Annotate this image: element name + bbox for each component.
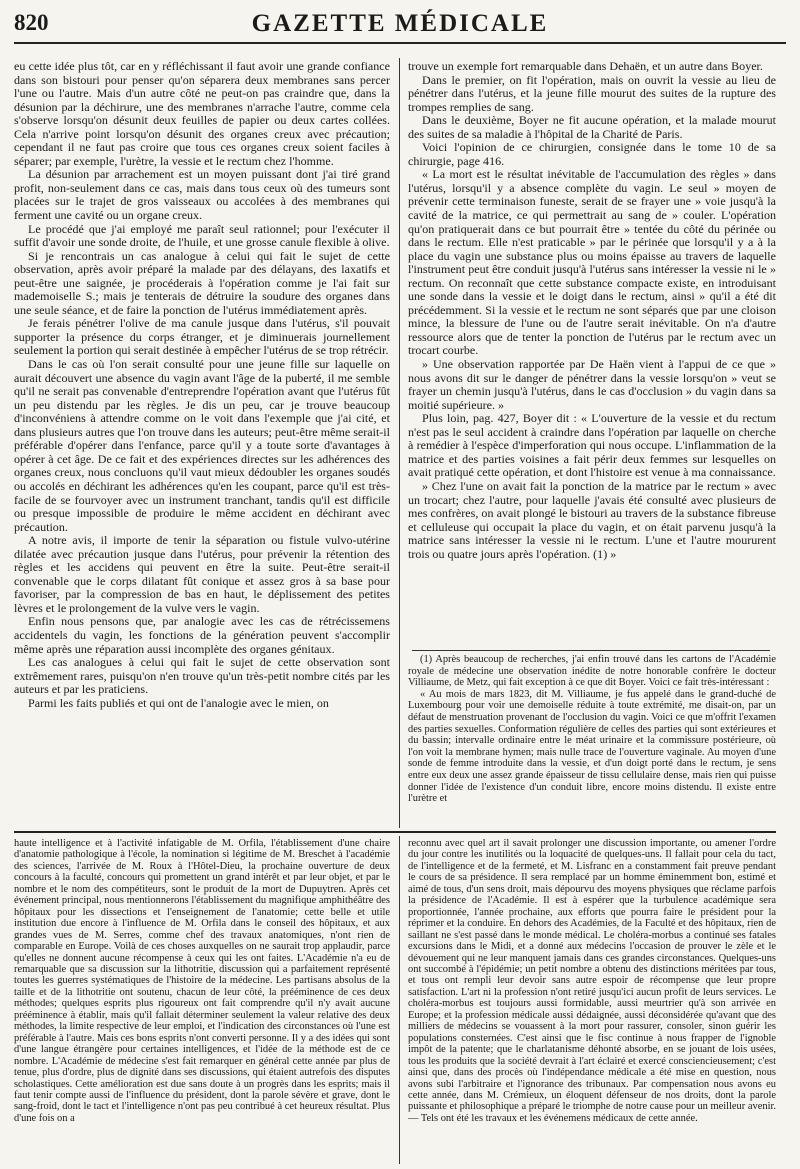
article-right-column	[408, 60, 776, 646]
paragraph: Enfin nous pensons que, par analogie avec les cas de rétrécissemens accidentels du vagin, les fonctions de la génération peuvent s'accomplir même après une réparation aussi incomplète des organes génitaux.	[14, 614, 390, 656]
paragraph: Dans le cas où l'on serait consulté pour une jeune fille sur laquelle on aurait découvert une absence du vagin avant l'âge de la puberté, il me semble qu'il ne serait pas convenable d'entreprendre l'opération avant que l'utérus fût un peu distendu par les règles. Je dis un peu, car je trouve beaucoup d'inconvéniens à attendre comme on le voit dans l'exemple que j'ai cité, et dans plusieurs autres que l'on trouve dans les auteurs; peut-être même serait-il préférable d'opérer dans l'enfance, parce qu'il y a toute sorte d'avantages à opérer à cet âge. De ce fait et des expériences directes sur les adhérences des organes creux, nous concluons qu'il vaut mieux dédoubler les organes soudés ou accolés en déchirant les adhérences qu'en les coupant, parce qu'il est très-facile de se fourvoyer avec un instrument tranchant, tandis qu'il est difficile ou presque impossible de produire le même accident en déchirant avec précaution.	[14, 357, 390, 534]
review-right-column	[408, 838, 776, 1164]
quotation: » Chez l'une on avait fait la ponction de la matrice par le rectum » avec un trocart; chez l'autre, pour laquelle j'avais été consulté avec plusieurs de mes confrères, on avait plongé le bistouri au travers de la substance fibreuse et celluleuse qui occupait la place du vagin, et on était parvenu jusqu'à la matrice sans intéresser la vessie ni le rectum. L'une et l'autre moururent trois ou quatre jours après l'opération. (1) »	[408, 478, 776, 561]
paragraph: eu cette idée plus tôt, car en y réfléchissant il faut avoir une grande confiance dans son bistouri pour penser qu'on séparera deux membranes sans percer l'une ou l'autre. Mais d'un autre côté ne peut-on pas craindre que, dans la désunion par la déchirure, une des membranes n'arrache l'autre, comme cela s'observe lorsqu'on désunit deux feuilles de papier ou deux cartes collées. Cela n'arrive point lorsqu'on désunit des organes creux avec précaution; cependant il ne faut pas croire que tous ces organes creux soient faciles à séparer; par exemple, l'urètre, la vessie et le rectum chez l'homme.	[14, 60, 390, 168]
paragraph: La désunion par arrachement est un moyen puissant dont j'ai tiré grand profit, non-seulement dans ce cas, mais dans tous ceux où des tumeurs sont placées sur le trajet de gros vaisseaux ou accolées à des membranes qui ferment une cavité ou un organe creux.	[14, 167, 390, 223]
section-divider	[14, 831, 776, 833]
paragraph: Dans le deuxième, Boyer ne fit aucune opération, et la malade mourut des suites de sa maladie à l'hôpital de la Charité de Paris.	[408, 113, 776, 141]
paragraph: Si je rencontrais un cas analogue à celui qui fait le sujet de cette observation, après avoir préparé la malade par des délayans, des laxatifs et peut-être une saignée, je procéderais à l'opération comme je l'ai fait sur mademoiselle S.; mais je tenterais de détruire la soudure des organes dans une seule séance, et de faire la ponction de l'utérus immédiatement après.	[14, 248, 390, 317]
journal-title: GAZETTE MÉDICALE	[251, 10, 549, 37]
article-left-column	[14, 60, 390, 826]
quotation: » Une observation rapportée par De Haën vient à l'appui de ce que » nous avons dit sur le danger de pénétrer dans la vessie lorsqu'on » veut se frayer un chemin jusqu'à l'utérus, dans le cas d'occlusion » du vagin dans sa moitié supérieure. »	[408, 357, 776, 412]
paragraph: reconnu avec quel art il savait prolonger une discussion importante, ou amener l'ordre du jour contre les inutilités ou la loquacité de quelques-uns. Il fallait pour cela du tact, de l'intelligence et de la fermeté, et M. Lisfranc en a constamment fait preuve pendant le cours de sa présidence. Il sera remplacé par un homme éminemment bon, estimé et aimé de tous, d'un sens droit, mais dépourvu des moyens physiques que réclame parfois la présidence de l'Académie. Il est à espérer que la turbulence académique sera proportionnée, l'année prochaine, aux efforts que pourra faire le président pour la réprimer et la conduire. En dehors des Académies, de la Faculté et des hôpitaux, rien de saillant ne s'est passé dans le monde médical. Le choléra-morbus a continué ses fatales excursions dans le Midi, et a donné aux médecins l'occasion de prouver le zèle et le dévouement qui ne leur manquent jamais dans ces grandes circonstances. Quelques-uns ont succombé à l'épidémie; un petit nombre a obtenu des distinctions méritées par tous, et tous ont rempli leur devoir sans autre espoir de récompense que leur propre satisfaction. L'art ni la profession n'ont retiré jusqu'ici aucun profit de leurs services. Le choléra-morbus est toujours aussi formidable, aussi meurtrier qu'à son arrivée en Europe; et la profession médicale aussi dédaignée, aussi déconsidérée qu'avant que des milliers de médecins se vouassent à la mort pour rassurer, consoler, sinon guérir les populations consternées. C'est ainsi que le fisc continue à nous frapper de l'ignoble impôt de la patente; que le charlatanisme déhonté absorbe, en se jouant de lois usées, tous les produits que la société devrait à l'art éclairé et exercé consciencieusement; c'est ainsi que, dans des procès où l'indépendance médicale a été mise en question, nous avons subi l'arbitraire et l'ignorance des tribunaux. Par compensation nous avons eu cette année, dans M. Crémieux, un éloquent défenseur de nos droits, dont la parole puissante et philosophique a préparé le triomphe de notre cause pour un meilleur avenir. — Tels ont été les travaux et les événemens médicaux de cette année.	[408, 838, 776, 1124]
footnote-paragraph: « Au mois de mars 1823, dit M. Villiaume, je fus appelé dans le grand-duché de Luxembourg pour voir une demoiselle réduite à toute extrémité, me disait-on, par un défaut de menstruation provenant de l'occlusion du vagin. Voici ce que m'offrit l'examen des parties sexuelles. Conformation régulière de celles des parties qui sont extérieures et du bassin; intervalle ordinaire entre le méat urinaire et la commissure postérieure, où l'on voit la membrane hymen; mais nulle trace de l'ouverture vaginale. Au moyen d'une sonde de femme introduite dans la vessie, et d'un doigt porté dans le rectum, je sens entre eux deux une assez grande épaisseur de tissu cellulaire dense, mais rien qui puisse donner l'idée de l'existence d'un conduit libre, encore moins distendu. Il existe entre l'urètre et	[408, 688, 776, 805]
quotation: « La mort est le résultat inévitable de l'accumulation des règles » dans l'utérus, lorsqu'il y a absence complète du vagin. Le seul » moyen de prévenir cette terminaison funeste, serait de se frayer une » voie jusqu'à la cavité de la matrice, ce qui permettrait au sang de » couler. L'opération qu'on pratiquerait dans ce but pourrait être » tentée du côté du périnée ou dans le rectum. Elle n'est praticable » par le périnée que lorsqu'il y a à la place du vagin une substance plus ou moins épaisse au travers de laquelle l'instrument peut être conduit jusqu'à l'utérus sans intéresser la vessie ni le » rectum. On reconnaît que cette substance compacte existe, en introduisant une sonde dans la vessie et le doigt dans le rectum, ainsi » qu'il a été dit précédemment. Si la vessie et le rectum ne sont séparés que par une cloison mince, la blessure de l'une ou de l'autre serait inévitable. On n'a d'autre ressource alors que de tenter la ponction de l'utérus par le rectum avec un trocart courbe.	[408, 167, 776, 358]
column-divider	[399, 836, 400, 1164]
review-left-column	[14, 838, 390, 1164]
page-number: 820	[14, 10, 49, 35]
paragraph: haute intelligence et à l'activité infatigable de M. Orfila, l'établissement d'une chaire d'anatomie pathologique à l'école, la nomination si légitime de M. Breschet à l'académie des sciences, l'arrivée de M. Roux à l'Hôtel-Dieu, la prochaine ouverture de deux concours à la faculté, concours qui promettent un grand intérêt et par leur objet, et par le nombre et le nom des compétiteurs, sont le produit de la mort de Dupuytren. Après cet événement principal, nous mentionnerons l'établissement du magnifique amphithéâtre des hôpitaux pour les dissections et l'enseignement de l'anatomie; cette belle et utile institution due encore à l'influence de M. Orfila dans le conseil des hôpitaux, et aux grandes vues de M. Serres, comme chef des travaux anatomiques, n'ont rien de comparable en Europe. Voilà de ces choses auxquelles on ne saurait trop applaudir, parce qu'elles ne donnent aucune récompense à ceux qui les ont faites. L'Académie n'a eu de remarquable que sa discussion sur la lithotritie, discussion qui a parfaitement représenté toutes les guerres systématiques de l'histoire de la médecine. Les partisans absolus de la taille et de la lithotritie ont soutenu, chacun de leur côté, la prééminence de ces deux méthodes; quelques esprits plus rigoureux ont fait comprendre qu'il n'y avait aucune prééminence à établir, mais qu'il fallait déterminer seulement la valeur relative des deux méthodes, la limite respective de leur emploi, et l'indication des circonstances où l'une est préférable à l'autre. Mais ces bons esprits n'ont converti personne. Il y a des idées qui sont d'une langue étrangère pour certaines intelligences, et l'idée de la méthode est de ce nombre. L'Académie de médecine s'est fait remarquer en général cette année par plus de tenue, plus d'ordre, plus de dignité dans ses discussions, qui étaient autrefois des disputes scholastiques. Cette amélioration est due sans doute à un progrès dans les esprits; mais il faut tenir compte aussi de l'influence du président, dont la parole sévère et grave, dont le sang-froid, dont le tact et l'intelligence n'ont pas peu contribué à cet heureux résultat. Plus d'une fois on a	[14, 838, 390, 1124]
paragraph: Dans le premier, on fit l'opération, mais on ouvrit la vessie au lieu de pénétrer dans l'utérus, et la jeune fille mourut des suites de la rupture des trompes remplies de sang.	[408, 72, 776, 114]
paragraph: Voici l'opinion de ce chirurgien, consignée dans le tome 10 de sa chirurgie, page 416.	[408, 140, 776, 168]
paragraph: A notre avis, il importe de tenir la séparation ou fistule vulvo-utérine dilatée avec précaution jusque dans l'utérus, pour prévenir la rétention des règles et les accidens qui peuvent en être la suite. Peut-être serait-il convenable que le corps dilatant fût conique et assez gros à sa base pour favoriser, par la compression de bas en haut, le déplissement des petites lèvres et le prolongement de la vulve vers le vagin.	[14, 533, 390, 615]
footnote-divider	[412, 650, 770, 651]
paragraph: Parmi les faits publiés et qui ont de l'analogie avec le mien, on	[28, 695, 329, 710]
paragraph: Je ferais pénétrer l'olive de ma canule jusque dans l'utérus, s'il pouvait supporter la présence du corps étranger, et je diminuerais journellement seulement la portion qui serait destinée à empêcher l'utérus de se trop rétrécir.	[14, 316, 390, 358]
paragraph: Les cas analogues à celui qui fait le sujet de cette observation sont extrêmement rares, puisqu'on n'en trouve qu'un très-petit nombre cités par les auteurs et par les praticiens.	[14, 655, 390, 697]
paragraph: Le procédé que j'ai employé me paraît seul rationnel; pour l'exécuter il suffit d'avoir une sonde droite, de l'huile, et une grosse canule flexible à olive.	[14, 221, 390, 250]
paragraph: trouve un exemple fort remarquable dans Dehaën, et un autre dans Boyer.	[408, 60, 763, 73]
footnote	[408, 654, 776, 826]
footnote-paragraph: (1) Après beaucoup de recherches, j'ai enfin trouvé dans les cartons de l'Académie royale de médecine une observation inédite de notre honorable confrère le docteur Villiaume, de Metz, qui fait exception à ce que dit Boyer. Voici ce fait très-intéressant :	[408, 654, 776, 689]
paragraph: Plus loin, pag. 427, Boyer dit : « L'ouverture de la vessie et du rectum n'est pas le seul accident à craindre dans l'opération par laquelle on cherche à remédier à l'espèce d'imperforation qui nous occupe. L'inflammation de la matrice et des parties voisines a fait périr deux femmes sur lesquelles on avait pratiqué cette opération, et dont l'histoire est venue à ma connaissance.	[408, 411, 776, 480]
page-header	[14, 8, 786, 44]
column-divider	[399, 58, 400, 828]
